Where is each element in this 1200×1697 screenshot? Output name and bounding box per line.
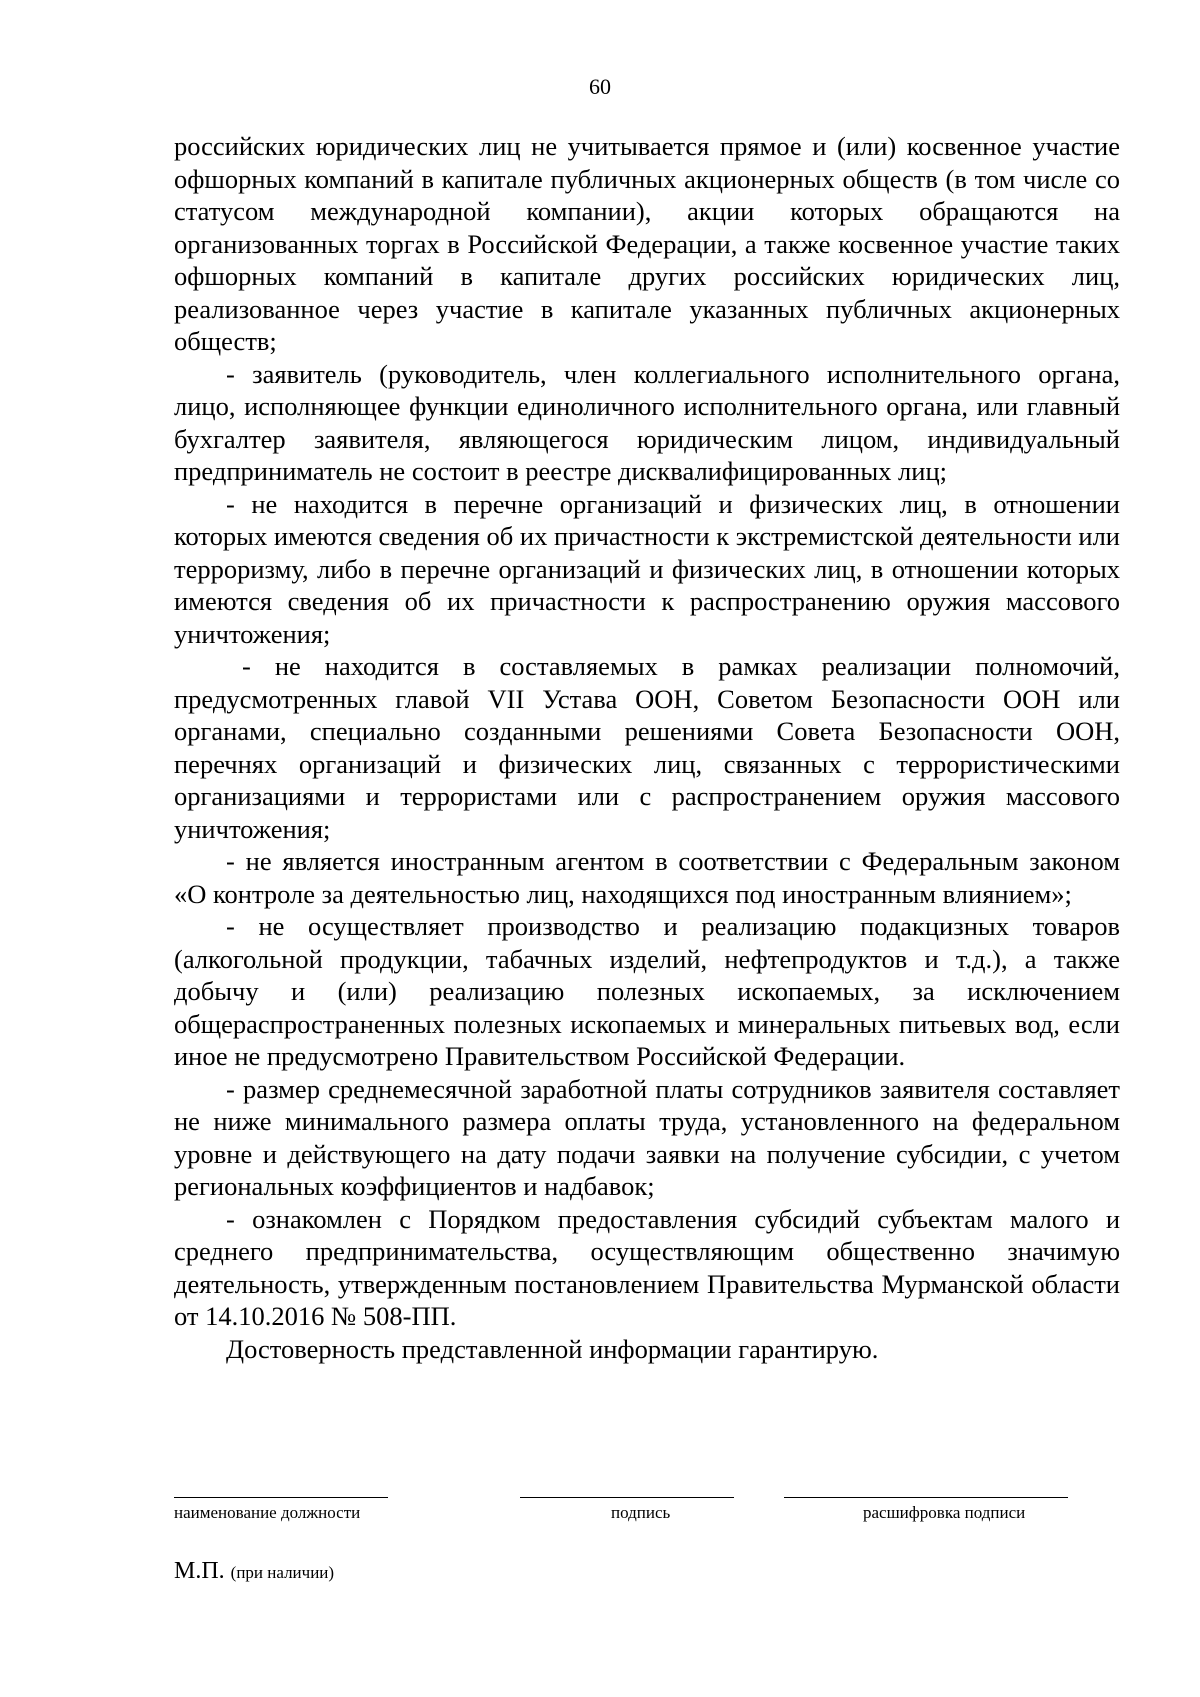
position-line xyxy=(174,1497,388,1498)
stamp-label: М.П. xyxy=(174,1558,225,1584)
paragraph-acquainted: - ознакомлен с Порядком предоставления субсидий субъектам малого и среднего предпринимательства, осуществляющим общественно значимую деятельность, утвержденным постановлением Правительства Мурманской области от 14.10.2016 № 508-ПП. xyxy=(174,1203,1120,1331)
stamp-place xyxy=(174,1558,334,1585)
signature-label: подпись xyxy=(611,1503,671,1522)
decoding-label: расшифровка подписи xyxy=(863,1503,1026,1522)
paragraph-continuation: российских юридических лиц не учитывается прямое и (или) косвенное участие офшорных компаний в капитале публичных акционерных обществ (в том числе со статусом международной компании), акции которых обращаются на организованных торгах в Российской Федерации, а также косвенное участие таких офшорных компаний в капитале других российских юридических лиц, реализованное через участие в капитале указанных публичных акционерных обществ; xyxy=(174,131,1120,356)
paragraph-guarantee: Достоверность представленной информации гарантирую. xyxy=(226,1333,879,1364)
paragraph-un-lists: - не находится в составляемых в рамках реализации полномочий, предусмотренных главой VII Устава ООН, Советом Безопасности ООН или органами, специально созданными решениями Совета Безопасности ООН, перечнях организаций и физических лиц, связанных с террористическими организациями и террористами или с распространением оружия массового уничтожения; xyxy=(174,651,1120,844)
paragraph-disqualification: - заявитель (руководитель, член коллегиального исполнительного органа, лицо, исполняющее функции единоличного исполнительного органа, или главный бухгалтер заявителя, являющегося юридическим лицом, индивидуальный предприниматель не состоит в реестре дисквалифицированных лиц; xyxy=(174,358,1120,486)
paragraph-foreign-agent: - не является иностранным агентом в соответствии с Федеральным законом «О контроле за деятельностью лиц, находящихся под иностранным влиянием»; xyxy=(174,846,1120,909)
page-number: 60 xyxy=(589,74,611,99)
position-label: наименование должности xyxy=(174,1503,361,1522)
decoding-line xyxy=(784,1497,1068,1498)
signature-block xyxy=(174,1497,1120,1537)
paragraph-extremism-list: - не находится в перечне организаций и физических лиц, в отношении которых имеются сведения об их причастности к экстремистской деятельности или терроризму, либо в перечне организаций и физических лиц, в отношении которых имеются сведения об их причастности к распространению оружия массового уничтожения; xyxy=(174,488,1120,649)
paragraph-salary: - размер среднемесячной заработной платы сотрудников заявителя составляет не ниже минимального размера оплаты труда, установленного на федеральном уровне и действующего на дату подачи заявки на получение субсидии, с учетом региональных коэффициентов и надбавок; xyxy=(174,1073,1120,1201)
signature-line xyxy=(520,1497,734,1498)
document-body xyxy=(174,130,1120,1365)
stamp-note: (при наличии) xyxy=(230,1563,335,1582)
paragraph-excise-goods: - не осуществляет производство и реализацию подакцизных товаров (алкогольной продукции, табачных изделий, нефтепродуктов и т.д.), а также добычу и (или) реализацию полезных ископаемых, за исключением общераспространенных полезных ископаемых и минеральных питьевых вод, если иное не предусмотрено Правительством Российской Федерации. xyxy=(174,911,1120,1071)
